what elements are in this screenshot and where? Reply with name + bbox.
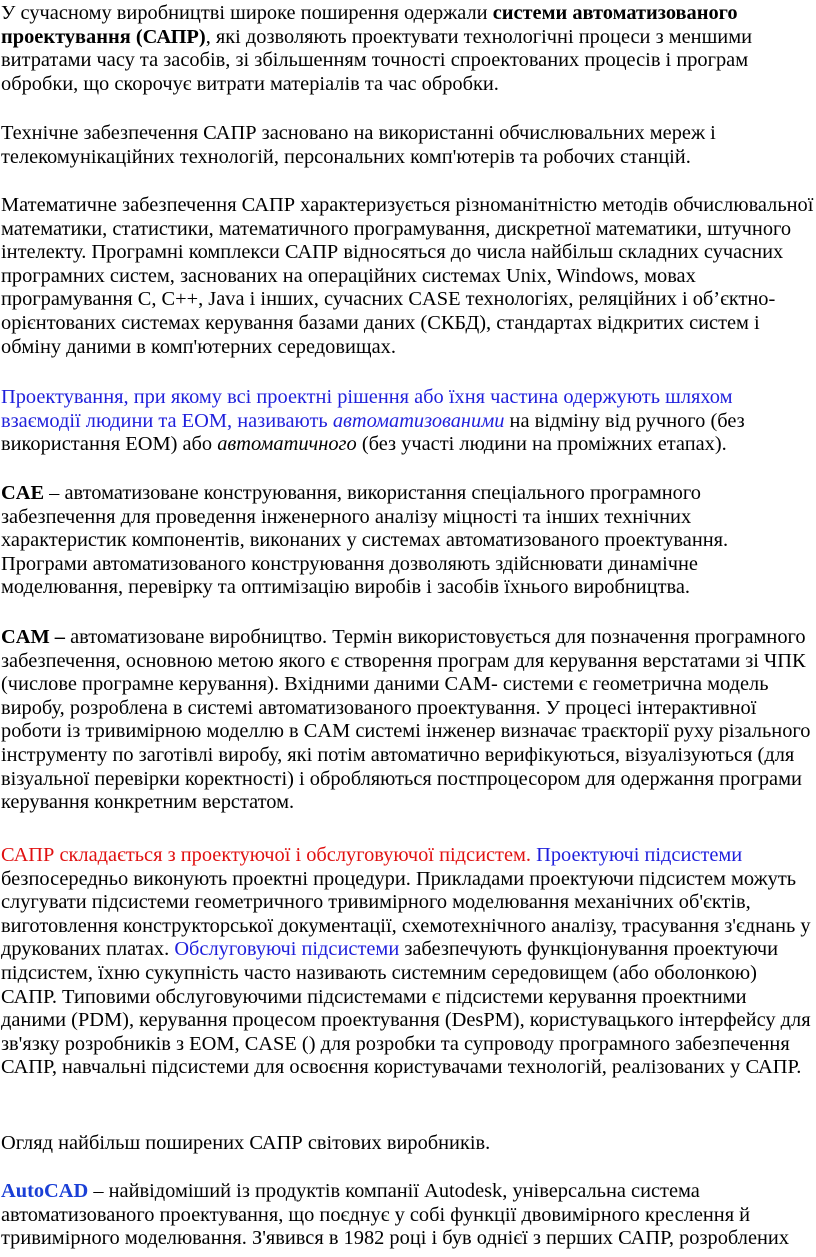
cae-text: – автоматизоване конструювання, використання спеціального програмного забезпечення для проведення інженерного аналізу міцності та інших технічних характеристик компонентів, виконаних у системах автоматизованого проектування. Програми автоматизованого конструювання дозволяють здійснювати динамічне моделювання, перевірку та оптимізацію виробів і засобів їхнього виробництва. (1, 482, 729, 599)
paragraph-math (0, 194, 816, 359)
intro-text-cont: , які дозволяють проектувати технологічні процеси з меншими витратами часу та засобів, зі збільшенням точності спроектованих процесів і програм обробки, що скорочує витрати матеріалів та час обробки. (1, 25, 753, 95)
definition-text-end: (без участі людини на проміжних етапах). (356, 433, 727, 456)
definition-blue-italic: автоматизованими (332, 409, 505, 432)
definition-italic: автоматичного (217, 433, 357, 456)
subsystems-red-text: САПР складається з проектуючої і обслуговуючої підсистем. (1, 844, 531, 866)
paragraph-subsystems (0, 844, 816, 1080)
definition-text: на відміну від ручного (без використання ЕОМ) або (1, 409, 745, 456)
subsystems-text: безпосередньо виконують проектні процедури. Прикладами проектуючи підсистем можуть слугувати підсистеми геометричного тривимірного моделювання механічних об'єктів, виготовлення конструкторської документації, схемотехнічного аналізу, трасування з'єднань у друкованих платах. (1, 867, 811, 961)
cam-text: автоматизоване виробництво. Термін використовується для позначення програмного забезпечення, основною метою якого є створення програм для керування верстатами зі ЧПК (числове програмне керування). Вхідними даними CAM- системи є геометрична модель виробу, розроблена в системі автоматизованого проектування. У процесі інтерактивної роботи із тривимірною моделлю в CAM системі інженер визначає траєкторії руху різального інструменту по заготівлі виробу, які потім автоматично верифікуються, візуалізуються (для візуальної перевірки коректності) і обробляються постпроцесором для одержання програми керування конкретним верстатом. (1, 626, 811, 814)
paragraph-cam (0, 626, 816, 815)
paragraph-cae (0, 482, 816, 600)
intro-cad-term: системи автоматизованого проектування (САПР) (1, 2, 738, 48)
autocad-text: – найвідоміший із продуктів компанії Autodesk, універсальна система автоматизованого проектування, що поєднує у собі функції двовимірного креслення й тривимірного моделювання. З'явився в 1982 році і був однієї з перших САПР, розроблених (1, 1180, 790, 1250)
paragraph-autocad (0, 1180, 816, 1251)
overview-text: Огляд найбільш поширених САПР світових виробників. (1, 1132, 491, 1154)
math-text: Математичне забезпечення САПР характеризується різноманітністю методів обчислювальної математики, статистики, математичного програмування, дискретної математики, штучного інтелекту. Програмні комплекси САПР відносяться до числа найбільш складних сучасних програмних систем, заснованих на операційних системах Unix, Windows, мовах програмування C, C++, Java і інших, сучасних CASE технологіях, реляційних і об’єктно-орієнтованих системах керування базами даних (СКБД), стандартах відкритих систем і обміну даними в комп'ютерних середовищах. (1, 194, 814, 358)
paragraph-intro (0, 2, 816, 96)
subsystems-blue-serving: Обслуговуючі підсистеми (174, 938, 400, 961)
paragraph-definition (0, 386, 816, 457)
paragraph-overview (0, 1132, 816, 1156)
intro-text: У сучасному виробництві широке поширення одержали (1, 2, 493, 24)
subsystems-text-cont: забезпечують функціонування проектуючи підсистем, їхню сукупність часто називають системним середовищем (або оболонкою) САПР. Типовими обслуговуючими підсистемами є підсистеми керування проектними даними (PDM), керування процесом проектування (DesPM), користувацького інтерфейсу для зв'язку розробників з ЕОМ, CASE () для розробки та супроводу програмного забезпечення САПР, навчальні підсистеми для освоєння користувачами технологій, реалізованих у САПР. (1, 938, 811, 1079)
cae-term: CAE (1, 482, 45, 504)
definition-blue-text: Проектування, при якому всі проектні рішення або їхня частина одержують шляхом взаємодії людини та ЕОМ, називають (1, 386, 733, 432)
paragraph-hardware (0, 122, 816, 169)
cam-term: CAM – (1, 626, 65, 648)
hardware-text: Технічне забезпечення САПР засновано на використанні обчислювальних мереж і телекомунікаційних технологій, персональних комп'ютерів та робочих станцій. (1, 122, 716, 168)
autocad-term: AutoCAD (1, 1180, 89, 1202)
subsystems-blue-designing: Проектуючі підсистеми (536, 844, 743, 866)
